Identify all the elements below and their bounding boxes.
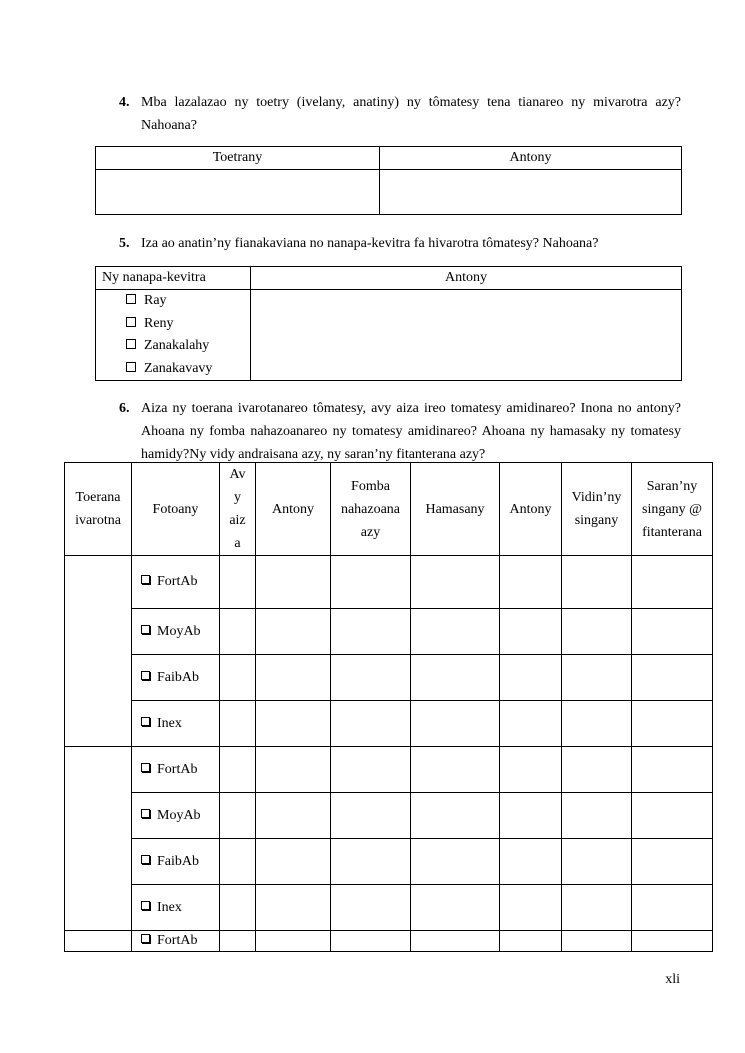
header-fotoany: Fotoany — [132, 463, 220, 556]
option-fortab[interactable] — [132, 747, 220, 793]
answer-cell-antony[interactable] — [380, 170, 682, 215]
header-fomba: Fomba nahazoana azy — [331, 463, 411, 556]
option-label: Ray — [144, 293, 167, 308]
checkbox-icon[interactable] — [141, 717, 150, 726]
table-row — [65, 931, 713, 952]
option-label: FortAb — [157, 574, 198, 589]
checkbox-icon[interactable] — [141, 625, 150, 634]
table-row — [65, 701, 713, 747]
question-6 — [119, 397, 681, 466]
question-5 — [119, 232, 681, 255]
option-label: Inex — [157, 899, 182, 915]
table-row — [65, 609, 713, 655]
option-label: MoyAb — [157, 807, 201, 823]
option-label: FaibAb — [157, 669, 199, 685]
header-antony-2: Antony — [500, 463, 562, 556]
option-fortab[interactable] — [132, 556, 220, 609]
header-nanapa-kevitra: Ny nanapa-kevitra — [96, 267, 251, 290]
option-label: FaibAb — [157, 853, 199, 869]
option-faibab[interactable] — [132, 655, 220, 701]
table-row — [65, 747, 713, 793]
table-row — [65, 885, 713, 931]
header-sarany: Saran’ny singany @ fitanterana — [632, 463, 713, 556]
toerana-cell[interactable] — [65, 931, 132, 952]
header-vidiny: Vidin’ny singany — [562, 463, 632, 556]
checkbox-icon[interactable] — [126, 317, 136, 327]
table-q6 — [64, 462, 713, 952]
table-q4 — [95, 146, 682, 215]
option-label: FortAb — [157, 761, 198, 777]
table-row — [65, 839, 713, 885]
page-number: xli — [665, 972, 680, 987]
checkbox-icon[interactable] — [141, 855, 150, 864]
checkbox-icon[interactable] — [141, 934, 150, 943]
checkbox-icon[interactable] — [141, 809, 150, 818]
option-moyab[interactable] — [132, 609, 220, 655]
toerana-cell[interactable] — [65, 747, 132, 931]
checkbox-icon[interactable] — [141, 575, 150, 584]
option-zanakalahy[interactable] — [96, 335, 250, 358]
table-row — [65, 655, 713, 701]
answer-cell-antony[interactable] — [251, 290, 682, 381]
header-antony: Antony — [380, 147, 682, 170]
header-antony-1: Antony — [256, 463, 331, 556]
header-toerana: Toerana ivarotna — [65, 463, 132, 556]
option-fortab[interactable] — [132, 931, 220, 952]
option-faibab[interactable] — [132, 839, 220, 885]
checkbox-icon[interactable] — [141, 763, 150, 772]
option-label: Inex — [157, 715, 182, 731]
options-cell — [96, 290, 251, 381]
option-label: FortAb — [157, 933, 198, 948]
question-5-number: 5. — [119, 236, 130, 251]
option-inex[interactable] — [132, 701, 220, 747]
option-label: Zanakalahy — [144, 338, 210, 353]
question-6-number: 6. — [119, 401, 130, 416]
checkbox-icon[interactable] — [126, 362, 136, 372]
answer-cell-toetrany[interactable] — [96, 170, 380, 215]
header-avy-aiza: Av y aiz a — [220, 463, 256, 556]
checkbox-icon[interactable] — [141, 901, 150, 910]
option-zanakavavy[interactable] — [96, 358, 250, 381]
option-reny[interactable] — [96, 313, 250, 336]
header-toetrany: Toetrany — [96, 147, 380, 170]
option-moyab[interactable] — [132, 793, 220, 839]
question-4 — [119, 91, 681, 137]
checkbox-icon[interactable] — [141, 671, 150, 680]
header-antony: Antony — [251, 267, 682, 290]
question-6-text: Aiza ny toerana ivarotanareo tômatesy, avy aiza ireo tomatesy amidinareo? Inona no antony? Ahoana ny fomba nahazoanareo ny tomatesy amidinareo? Ahoana ny hamasaky ny tomatesy hamidy?Ny vidy andraisana azy, ny saran’ny fitanterana azy? — [141, 401, 681, 462]
header-hamasany: Hamasany — [411, 463, 500, 556]
table-q5 — [95, 266, 682, 381]
option-ray[interactable] — [96, 290, 250, 313]
toerana-cell[interactable] — [65, 556, 132, 747]
question-5-text: Iza ao anatin’ny fianakaviana no nanapa-kevitra fa hivarotra tômatesy? Nahoana? — [141, 236, 599, 251]
checkbox-icon[interactable] — [126, 294, 136, 304]
option-label: MoyAb — [157, 623, 201, 639]
option-inex[interactable] — [132, 885, 220, 931]
option-label: Reny — [144, 315, 174, 331]
option-label: Zanakavavy — [144, 360, 213, 376]
question-4-number: 4. — [119, 95, 130, 110]
checkbox-icon[interactable] — [126, 339, 136, 349]
table-row — [65, 793, 713, 839]
table-row — [65, 556, 713, 609]
question-4-text: Mba lazalazao ny toetry (ivelany, anatiny) ny tômatesy tena tianareo ny mivarotra azy? Nahoana? — [141, 95, 681, 133]
